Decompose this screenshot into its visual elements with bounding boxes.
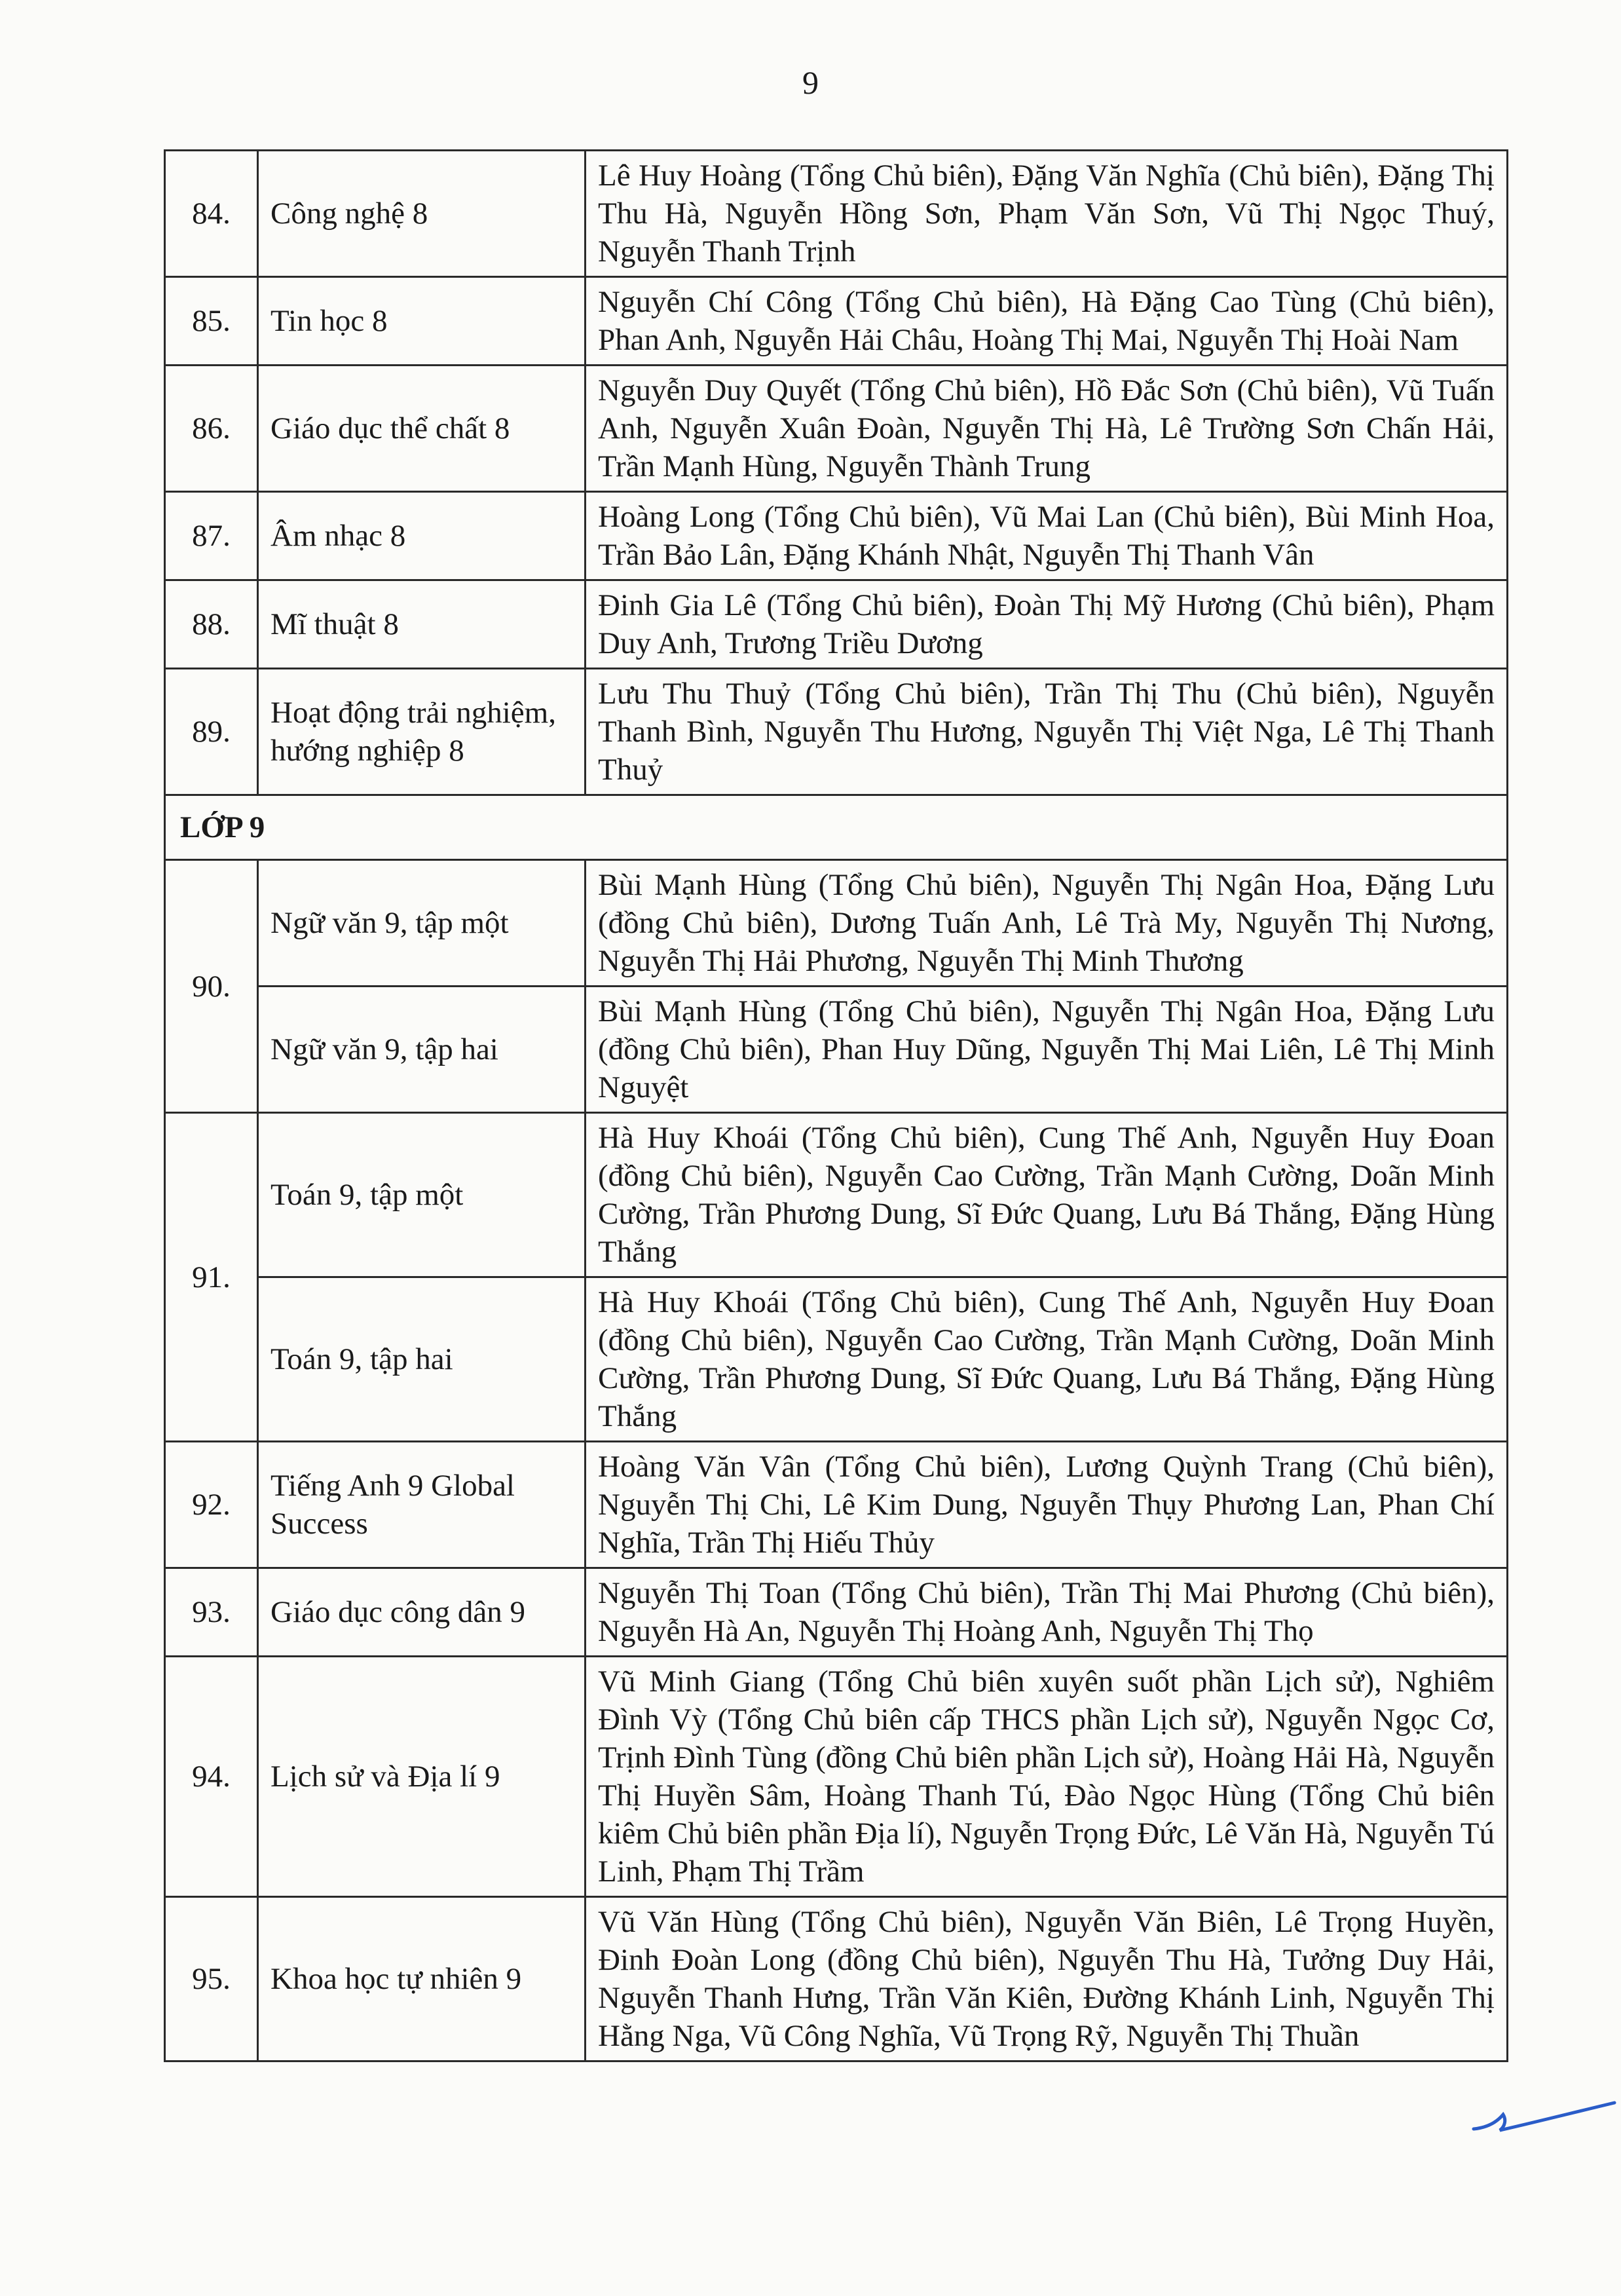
book-authors: Nguyễn Duy Quyết (Tổng Chủ biên), Hồ Đắc Sơn (Chủ biên), Vũ Tuấn Anh, Nguyễn Xuân Đoàn, Nguyễn Thị Hà, Lê Trường Sơn Chấn Hải, Trần Mạnh Hùng, Nguyễn Thành Trung (586, 366, 1508, 492)
book-authors: Hà Huy Khoái (Tổng Chủ biên), Cung Thế Anh, Nguyễn Huy Đoan (đồng Chủ biên), Nguyễn Cao Cường, Trần Mạnh Cường, Doãn Minh Cường, Trần Phương Dung, Sĩ Đức Quang, Lưu Bá Thắng, Đặng Hùng Thắng (586, 1113, 1508, 1277)
table-row (165, 366, 1508, 492)
book-title: Mĩ thuật 8 (258, 580, 586, 669)
book-title: Khoa học tự nhiên 9 (258, 1897, 586, 2061)
table-row (165, 1568, 1508, 1657)
book-authors: Nguyễn Chí Công (Tổng Chủ biên), Hà Đặng Cao Tùng (Chủ biên), Phan Anh, Nguyễn Hải Châu, Hoàng Thị Mai, Nguyễn Thị Hoài Nam (586, 277, 1508, 366)
row-number: 90. (165, 860, 258, 1113)
table-row (165, 580, 1508, 669)
book-authors: Lê Huy Hoàng (Tổng Chủ biên), Đặng Văn Nghĩa (Chủ biên), Đặng Thị Thu Hà, Nguyễn Hồng Sơn, Phạm Văn Sơn, Vũ Thị Ngọc Thuý, Nguyễn Thanh Trịnh (586, 151, 1508, 277)
book-title: Toán 9, tập một (258, 1113, 586, 1277)
textbook-table (164, 149, 1508, 2062)
book-title: Ngữ văn 9, tập hai (258, 987, 586, 1113)
table-subrow (165, 1277, 1508, 1442)
book-authors: Bùi Mạnh Hùng (Tổng Chủ biên), Nguyễn Thị Ngân Hoa, Đặng Lưu (đồng Chủ biên), Phan Huy Dũng, Nguyễn Thị Mai Liên, Lê Thị Minh Nguyệt (586, 987, 1508, 1113)
table-row (165, 1657, 1508, 1897)
book-title: Công nghệ 8 (258, 151, 586, 277)
table-row (165, 151, 1508, 277)
initial-mark (1467, 2088, 1618, 2141)
row-number: 88. (165, 580, 258, 669)
table-row (165, 1113, 1508, 1277)
book-authors: Bùi Mạnh Hùng (Tổng Chủ biên), Nguyễn Thị Ngân Hoa, Đặng Lưu (đồng Chủ biên), Dương Tuấn Anh, Lê Trà My, Nguyễn Thị Nương, Nguyễn Thị Hải Phương, Nguyễn Thị Minh Thương (586, 860, 1508, 987)
row-number: 93. (165, 1568, 258, 1657)
row-number: 91. (165, 1113, 258, 1442)
book-authors: Nguyễn Thị Toan (Tổng Chủ biên), Trần Thị Mai Phương (Chủ biên), Nguyễn Hà An, Nguyễn Thị Hoàng Anh, Nguyễn Thị Thọ (586, 1568, 1508, 1657)
book-title: Hoạt động trải nghiệm, hướng nghiệp 8 (258, 669, 586, 795)
book-title: Ngữ văn 9, tập một (258, 860, 586, 987)
book-title: Toán 9, tập hai (258, 1277, 586, 1442)
row-number: 94. (165, 1657, 258, 1897)
table-row (165, 1442, 1508, 1568)
book-authors: Hoàng Long (Tổng Chủ biên), Vũ Mai Lan (Chủ biên), Bùi Minh Hoa, Trần Bảo Lân, Đặng Khánh Nhật, Nguyễn Thị Thanh Vân (586, 492, 1508, 580)
book-title: Tin học 8 (258, 277, 586, 366)
book-title: Giáo dục thể chất 8 (258, 366, 586, 492)
row-number: 95. (165, 1897, 258, 2061)
book-authors: Đinh Gia Lê (Tổng Chủ biên), Đoàn Thị Mỹ Hương (Chủ biên), Phạm Duy Anh, Trương Triều Dương (586, 580, 1508, 669)
table-subrow (165, 987, 1508, 1113)
row-number: 87. (165, 492, 258, 580)
book-title: Tiếng Anh 9 Global Success (258, 1442, 586, 1568)
book-authors: Vũ Văn Hùng (Tổng Chủ biên), Nguyễn Văn Biên, Lê Trọng Huyền, Đinh Đoàn Long (đồng Chủ biên), Nguyễn Thu Hà, Tưởng Duy Hải, Nguyễn Thanh Hưng, Trần Văn Kiên, Đường Khánh Linh, Nguyễn Thị Hằng Nga, Vũ Công Nghĩa, Vũ Trọng Rỹ, Nguyễn Thị Thuần (586, 1897, 1508, 2061)
table-row (165, 1897, 1508, 2061)
book-authors: Lưu Thu Thuỷ (Tổng Chủ biên), Trần Thị Thu (Chủ biên), Nguyễn Thanh Bình, Nguyễn Thu Hương, Nguyễn Thị Việt Nga, Lê Thị Thanh Thuỷ (586, 669, 1508, 795)
table-row (165, 277, 1508, 366)
page-number: 9 (802, 64, 819, 101)
table-row (165, 669, 1508, 795)
section-row (165, 795, 1508, 860)
table-row (165, 492, 1508, 580)
book-authors: Vũ Minh Giang (Tổng Chủ biên xuyên suốt phần Lịch sử), Nghiêm Đình Vỳ (Tổng Chủ biên cấp THCS phần Lịch sử), Nguyễn Ngọc Cơ, Trịnh Đình Tùng (đồng Chủ biên phần Lịch sử), Hoàng Hải Hà, Nguyễn Thị Huyền Sâm, Hoàng Thanh Tú, Đào Ngọc Hùng (Tổng Chủ biên kiêm Chủ biên phần Địa lí), Nguyễn Trọng Đức, Lê Văn Hà, Nguyễn Tú Linh, Phạm Thị Trầm (586, 1657, 1508, 1897)
book-title: Giáo dục công dân 9 (258, 1568, 586, 1657)
book-title: Âm nhạc 8 (258, 492, 586, 580)
row-number: 85. (165, 277, 258, 366)
book-authors: Hoàng Văn Vân (Tổng Chủ biên), Lương Quỳnh Trang (Chủ biên), Nguyễn Thị Chi, Lê Kim Dung, Nguyễn Thụy Phương Lan, Phan Chí Nghĩa, Trần Thị Hiếu Thủy (586, 1442, 1508, 1568)
row-number: 86. (165, 366, 258, 492)
section-heading: LỚP 9 (165, 795, 1508, 860)
row-number: 84. (165, 151, 258, 277)
row-number: 92. (165, 1442, 258, 1568)
table-row (165, 860, 1508, 987)
row-number: 89. (165, 669, 258, 795)
book-authors: Hà Huy Khoái (Tổng Chủ biên), Cung Thế Anh, Nguyễn Huy Đoan (đồng Chủ biên), Nguyễn Cao Cường, Trần Mạnh Cường, Doãn Minh Cường, Trần Phương Dung, Sĩ Đức Quang, Lưu Bá Thắng, Đặng Hùng Thắng (586, 1277, 1508, 1442)
book-title: Lịch sử và Địa lí 9 (258, 1657, 586, 1897)
